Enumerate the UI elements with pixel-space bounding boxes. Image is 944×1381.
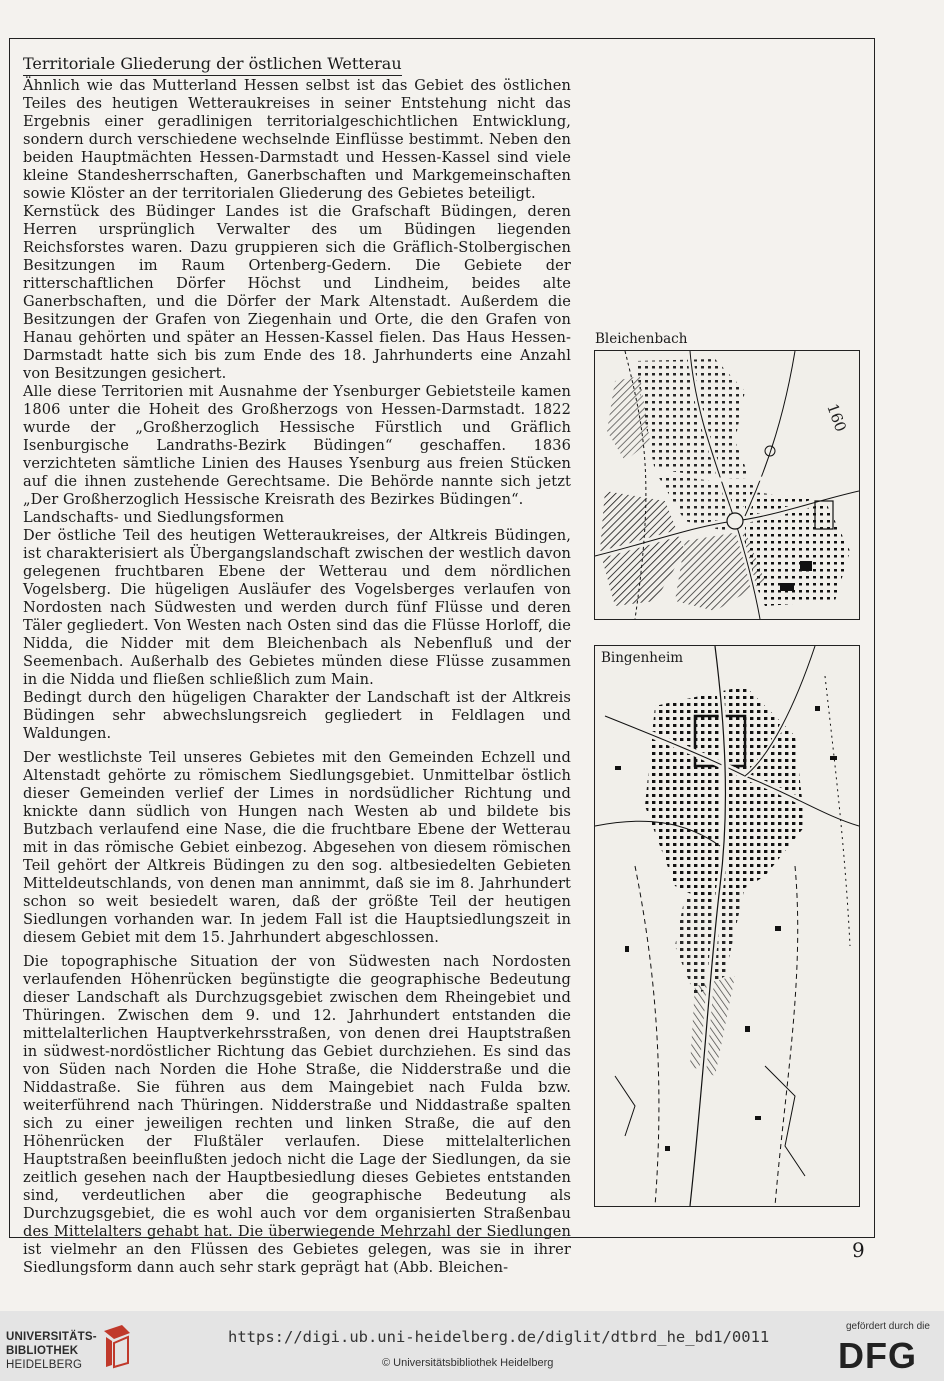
- library-name-line-2: BIBLIOTHEK: [6, 1345, 79, 1357]
- copyright-text: © Universitätsbibliothek Heidelberg: [382, 1357, 554, 1369]
- library-name-line-3: HEIDELBERG: [6, 1359, 83, 1371]
- map-bingenheim-drawing: [595, 646, 859, 1206]
- map-caption-bleichenbach: Bleichenbach: [595, 331, 688, 347]
- map-road-label: 160: [823, 401, 850, 435]
- source-url-link[interactable]: https://digi.ub.uni-heidelberg.de/diglit/dtbrd_he_bd1/0011: [228, 1328, 770, 1346]
- subheading: Landschafts- und Siedlungsformen: [23, 509, 285, 526]
- paragraph: Kernstück des Büdinger Landes ist die Grafschaft Büdingen, deren Herren ursprünglich Verwalter des um Büdingen liegenden Reichsforstes waren. Dazu gruppieren sich die Gräflich-Stolbergischen Besitzungen im Raum Ortenberg-Gedern. Die Gebiete der ritterschaftlichen Dörfer Höchst und Lindheim, beides alte Ganerbschaften, und die Dörfer der Mark Altenstadt. Außerdem die Besitzungen der Grafen von Ziegenhain und Orte, die den Grafen von Hanau gehörten und später an Hessen-Kassel fielen. Das Haus Hessen-Darmstadt hatte sich bis zum Ende des 18. Jahrhunderts eine Anzahl von Besitzungen gesichert.: [23, 203, 571, 382]
- dfg-logo[interactable]: DFG: [838, 1335, 917, 1376]
- library-emblem-icon: [100, 1323, 134, 1369]
- paragraph: Der westlichste Teil unseres Gebietes mit den Gemeinden Echzell und Altenstadt gehörte zu römischem Siedlungsgebiet. Unmittelbar östlich dieser Gemeinden verlief der Limes in nordsüdlicher Richtung und knickte dann südlich von Hungen nach Westen ab und bildete bis Butzbach verlaufend eine Nase, die die fruchtbare Ebene der Wetterau mit in das römische Gebiet einbezog. Abgesehen von diesem römischen Teil gehört der Altkreis Büdingen zu den sog. altbesiedelten Gebieten Mitteldeutschlands, von denen man annimmt, daß sie im 8. Jahrhundert schon so weit besiedelt waren, daß der größte Teil der heutigen Siedlungen vorhanden war. In jedem Fall ist die Hauptsiedlungszeit in diesem Gebiet mit dem 15. Jahrhundert abgeschlossen.: [23, 749, 571, 946]
- section-heading: Territoriale Gliederung der östlichen Wetterau: [23, 54, 402, 76]
- page-number: 9: [852, 1238, 865, 1262]
- library-name-line-1: UNIVERSITÄTS-: [6, 1331, 97, 1343]
- funding-note: gefördert durch die: [846, 1321, 930, 1332]
- footer-bar: [0, 1311, 944, 1381]
- body-text: [23, 77, 571, 1277]
- map-caption-bingenheim: Bingenheim: [601, 650, 684, 666]
- paragraph: Der östliche Teil des heutigen Wetteraukreises, der Altkreis Büdingen, ist charakterisiert als Übergangslandschaft zwischen der westlich davon gelegenen fruchtbaren Ebene der Wetterau und dem nördlichen Vogelsberg. Die hügeligen Ausläufer des Vogelsberges verlaufen von Nordosten nach Südwesten und werden durch fünf Flüsse und deren Täler gegliedert. Von Westen nach Osten sind das die Flüsse Horloff, die Nidda, die Nidder mit dem Bleichenbach als Nebenfluß und der Seemenbach. Außerhalb des Gebietes münden diese Flüsse zusammen in die Nidda und fließen schließlich zum Main.: [23, 527, 571, 688]
- paragraph: Alle diese Territorien mit Ausnahme der Ysenburger Gebietsteile kamen 1806 unter die Hoheit des Großherzogs von Hessen-Darmstadt. 1822 wurde der „Großherzoglich Hessische Fürstlich und Gräflich Isenburgische Landraths-Bezirk Büdingen“ geschaffen. 1836 verzichteten sämtliche Linien des Hauses Ysenburg aus freien Stücken auf die ihnen zustehende Gerechtsame. Die Behörde nannte sich jetzt „Der Großherzoglich Hessische Kreisrath des Bezirkes Büdingen“.: [23, 383, 571, 508]
- paragraph: Bedingt durch den hügeligen Charakter der Landschaft ist der Altkreis Büdingen sehr abwechslungsreich gegliedert in Feldlagen und Waldungen.: [23, 689, 571, 742]
- map-bleichenbach: [594, 350, 860, 620]
- paragraph: Die topographische Situation der von Südwesten nach Nordosten verlaufenden Höhenrücken begünstigte die geographische Bedeutung dieser Landschaft als Durchzugsgebiet zwischen dem Rheingebiet und Thüringen. Zwischen dem 9. und 12. Jahrhundert entstanden die mittelalterlichen Hauptverkehrsstraßen, von denen drei Hauptstraßen in südwest-nordöstlicher Richtung das Gebiet durchziehen. Es sind das von Süden nach Norden die Hohe Straße, die Nidderstraße und die Niddastraße. Sie führen aus dem Maingebiet nach Fulda bzw. weiterführend nach Thüringen. Nidderstraße und Niddastraße spalten sich zu einer jeweiligen rechten und linken Straße, die auf den Höhenrücken der Flußtäler verlaufen. Diese mittelalterlichen Hauptstraßen beeinflußten jedoch nicht die Lage der Siedlungen, da sie zeitlich gesehen nach der Hauptbesiedlung dieses Gebietes entstanden sind, verdeutlichen aber die geographische Bedeutung als Durchzugsgebiet, die es wohl auch vor dem organisierten Straßenbau des Mittelalters gehabt hat. Die überwiegende Mehrzahl der Siedlungen ist vielmehr an den Flüssen des Gebietes gelegen, was sie in ihrer Siedlungsform dann auch sehr stark geprägt hat (Abb. Bleichen-: [23, 953, 571, 1276]
- paragraph: Ähnlich wie das Mutterland Hessen selbst ist das Gebiet des östlichen Teiles des heutigen Wetteraukreises in seiner Entstehung nicht das Ergebnis einer geradlinigen territorialgeschichtlichen Entwicklung, sondern durch verschiedene wechselnde Einflüsse bestimmt. Neben den beiden Hauptmächten Hessen-Darmstadt und Hessen-Kassel sind viele kleine Standesherrschaften, Ganerbschaften und Markgemeinschaften sowie Klöster an der territorialen Gliederung des Gebietes beteiligt.: [23, 77, 571, 202]
- map-bleichenbach-drawing: [595, 351, 859, 619]
- library-logo[interactable]: [4, 1321, 134, 1371]
- map-bingenheim: [594, 645, 860, 1207]
